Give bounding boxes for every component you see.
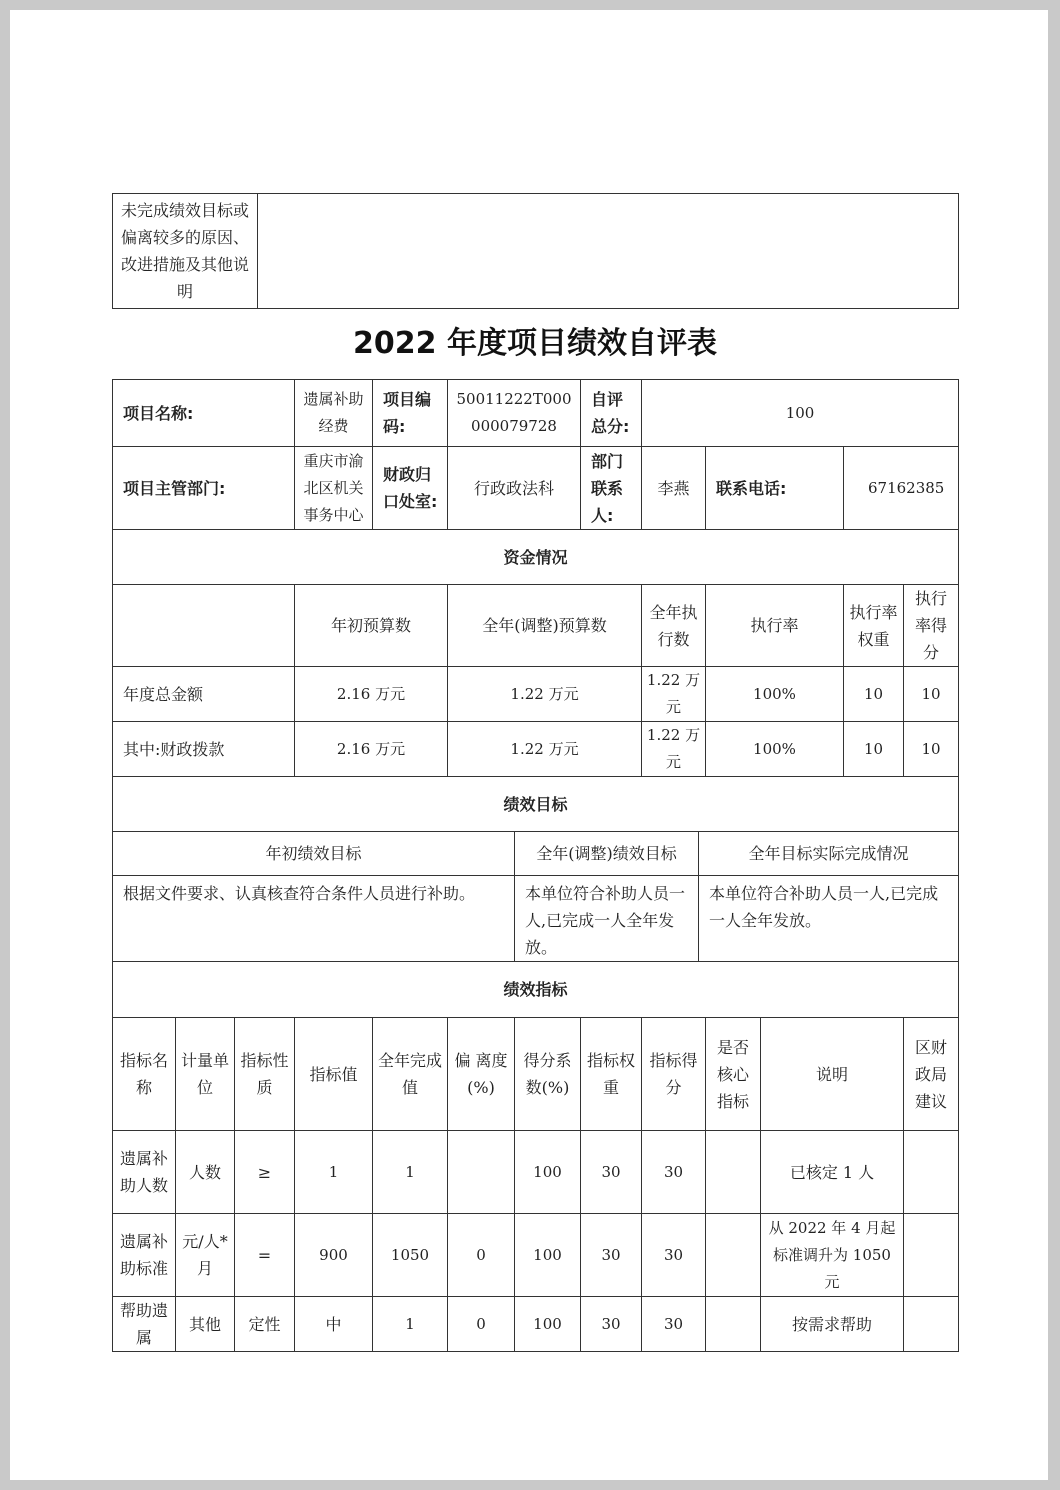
score-label: 自评总分: <box>581 380 642 447</box>
indicator-cell: 1050 <box>373 1214 448 1297</box>
indicators-section-row <box>113 962 959 1018</box>
unfinished-explanation-label: 未完成绩效目标或偏离较多的原因、改进措施及其他说明 <box>113 194 258 309</box>
phone-label: 联系电话: <box>706 447 844 530</box>
indicator-cell <box>904 1214 959 1297</box>
indicators-header-cell: 全年完成值 <box>373 1018 448 1131</box>
funds-cell: 10 <box>904 667 959 722</box>
project-name-label: 项目名称: <box>113 380 295 447</box>
project-name-row <box>113 380 959 447</box>
department-label: 项目主管部门: <box>113 447 295 530</box>
indicator-cell: ≥ <box>235 1131 295 1214</box>
goals-value-cell: 根据文件要求、认真核查符合条件人员进行补助。 <box>113 876 515 962</box>
page-title: 2022 年度项目绩效自评表 <box>353 326 717 361</box>
indicator-cell: 100 <box>515 1214 581 1297</box>
indicators-header-cell: 说明 <box>761 1018 904 1131</box>
indicator-cell: 30 <box>642 1214 706 1297</box>
goals-header-cell: 年初绩效目标 <box>113 832 515 876</box>
indicator-cell: 0 <box>448 1297 515 1352</box>
indicator-cell: 元/人*月 <box>176 1214 235 1297</box>
indicators-header-cell: 指标值 <box>295 1018 373 1131</box>
indicator-cell: 定性 <box>235 1297 295 1352</box>
funds-cell: 1.22 万元 <box>642 722 706 777</box>
goals-value-row <box>113 876 959 962</box>
goals-section-title: 绩效目标 <box>113 777 959 832</box>
funds-section-title: 资金情况 <box>113 530 959 585</box>
funds-section-row <box>113 530 959 585</box>
indicators-header-cell: 是否核心指标 <box>706 1018 761 1131</box>
unfinished-explanation-table <box>112 193 959 309</box>
funds-cell: 100% <box>706 667 844 722</box>
indicator-row <box>113 1131 959 1214</box>
funds-cell: 1.22 万元 <box>448 667 642 722</box>
indicator-cell: 中 <box>295 1297 373 1352</box>
indicators-header-row <box>113 1018 959 1131</box>
funds-cell: 1.22 万元 <box>642 667 706 722</box>
goals-value-cell: 本单位符合补助人员一人,已完成一人全年发放。 <box>515 876 699 962</box>
funds-cell: 2.16 万元 <box>295 667 448 722</box>
indicator-cell: 从 2022 年 4 月起标准调升为 1050 元 <box>761 1214 904 1297</box>
funds-cell: 100% <box>706 722 844 777</box>
funds-row-label: 年度总金额 <box>113 667 295 722</box>
indicator-cell: 人数 <box>176 1131 235 1214</box>
indicator-cell <box>706 1214 761 1297</box>
indicator-cell: 帮助遗属 <box>113 1297 176 1352</box>
funds-header-cell: 执行率得分 <box>904 585 959 667</box>
indicator-cell: 1 <box>295 1131 373 1214</box>
indicator-cell: 1 <box>373 1131 448 1214</box>
funds-header-row <box>113 585 959 667</box>
project-name-value: 遗属补助经费 <box>295 380 373 447</box>
goals-section-row <box>113 777 959 832</box>
funds-header-cell <box>113 585 295 667</box>
project-code-value: 50011222T000000079728 <box>448 380 581 447</box>
indicators-header-cell: 指标性质 <box>235 1018 295 1131</box>
indicators-header-cell: 得分系数(%) <box>515 1018 581 1131</box>
indicator-cell: 按需求帮助 <box>761 1297 904 1352</box>
indicator-cell: 其他 <box>176 1297 235 1352</box>
funds-row-fiscal <box>113 722 959 777</box>
indicator-cell: 30 <box>581 1214 642 1297</box>
funds-cell: 1.22 万元 <box>448 722 642 777</box>
indicators-header-cell: 偏 离度(%) <box>448 1018 515 1131</box>
indicator-cell: 0 <box>448 1214 515 1297</box>
indicator-cell: = <box>235 1214 295 1297</box>
indicator-cell: 遗属补助人数 <box>113 1131 176 1214</box>
unfinished-explanation-value <box>258 194 959 309</box>
indicator-cell: 已核定 1 人 <box>761 1131 904 1214</box>
contact-person-value: 李燕 <box>642 447 706 530</box>
indicators-header-cell: 指标权重 <box>581 1018 642 1131</box>
indicator-cell <box>448 1131 515 1214</box>
funds-cell: 10 <box>844 667 904 722</box>
indicator-row <box>113 1297 959 1352</box>
indicator-cell: 100 <box>515 1131 581 1214</box>
indicator-cell: 900 <box>295 1214 373 1297</box>
indicator-cell <box>706 1131 761 1214</box>
indicator-cell: 30 <box>581 1297 642 1352</box>
funds-header-cell: 年初预算数 <box>295 585 448 667</box>
indicators-header-cell: 指标得分 <box>642 1018 706 1131</box>
indicator-cell <box>706 1297 761 1352</box>
goals-header-cell: 全年目标实际完成情况 <box>699 832 959 876</box>
funds-cell: 2.16 万元 <box>295 722 448 777</box>
indicator-cell: 遗属补助标准 <box>113 1214 176 1297</box>
funds-header-cell: 全年执行数 <box>642 585 706 667</box>
self-evaluation-table <box>112 379 959 1352</box>
document-page <box>10 10 1048 1480</box>
indicators-header-cell: 指标名称 <box>113 1018 176 1131</box>
funds-row-total <box>113 667 959 722</box>
funds-header-cell: 执行率 <box>706 585 844 667</box>
goals-header-cell: 全年(调整)绩效目标 <box>515 832 699 876</box>
indicator-cell: 30 <box>581 1131 642 1214</box>
score-value: 100 <box>642 380 959 447</box>
contact-person-label: 部门联系人: <box>581 447 642 530</box>
phone-value: 67162385 <box>844 447 959 530</box>
indicator-cell: 1 <box>373 1297 448 1352</box>
finance-office-value: 行政政法科 <box>448 447 581 530</box>
funds-header-cell: 全年(调整)预算数 <box>448 585 642 667</box>
funds-cell: 10 <box>904 722 959 777</box>
indicator-cell <box>904 1297 959 1352</box>
funds-row-label: 其中:财政拨款 <box>113 722 295 777</box>
indicator-cell: 30 <box>642 1131 706 1214</box>
goals-header-row <box>113 832 959 876</box>
department-value: 重庆市渝北区机关事务中心 <box>295 447 373 530</box>
indicators-header-cell: 区财政局建议 <box>904 1018 959 1131</box>
department-row <box>113 447 959 530</box>
indicator-row <box>113 1214 959 1297</box>
indicator-cell: 100 <box>515 1297 581 1352</box>
indicator-cell <box>904 1131 959 1214</box>
finance-office-label: 财政归口处室: <box>373 447 448 530</box>
funds-cell: 10 <box>844 722 904 777</box>
goals-value-cell: 本单位符合补助人员一人,已完成一人全年发放。 <box>699 876 959 962</box>
indicator-cell: 30 <box>642 1297 706 1352</box>
indicators-section-title: 绩效指标 <box>113 962 959 1018</box>
project-code-label: 项目编码: <box>373 380 448 447</box>
indicators-header-cell: 计量单位 <box>176 1018 235 1131</box>
funds-header-cell: 执行率权重 <box>844 585 904 667</box>
